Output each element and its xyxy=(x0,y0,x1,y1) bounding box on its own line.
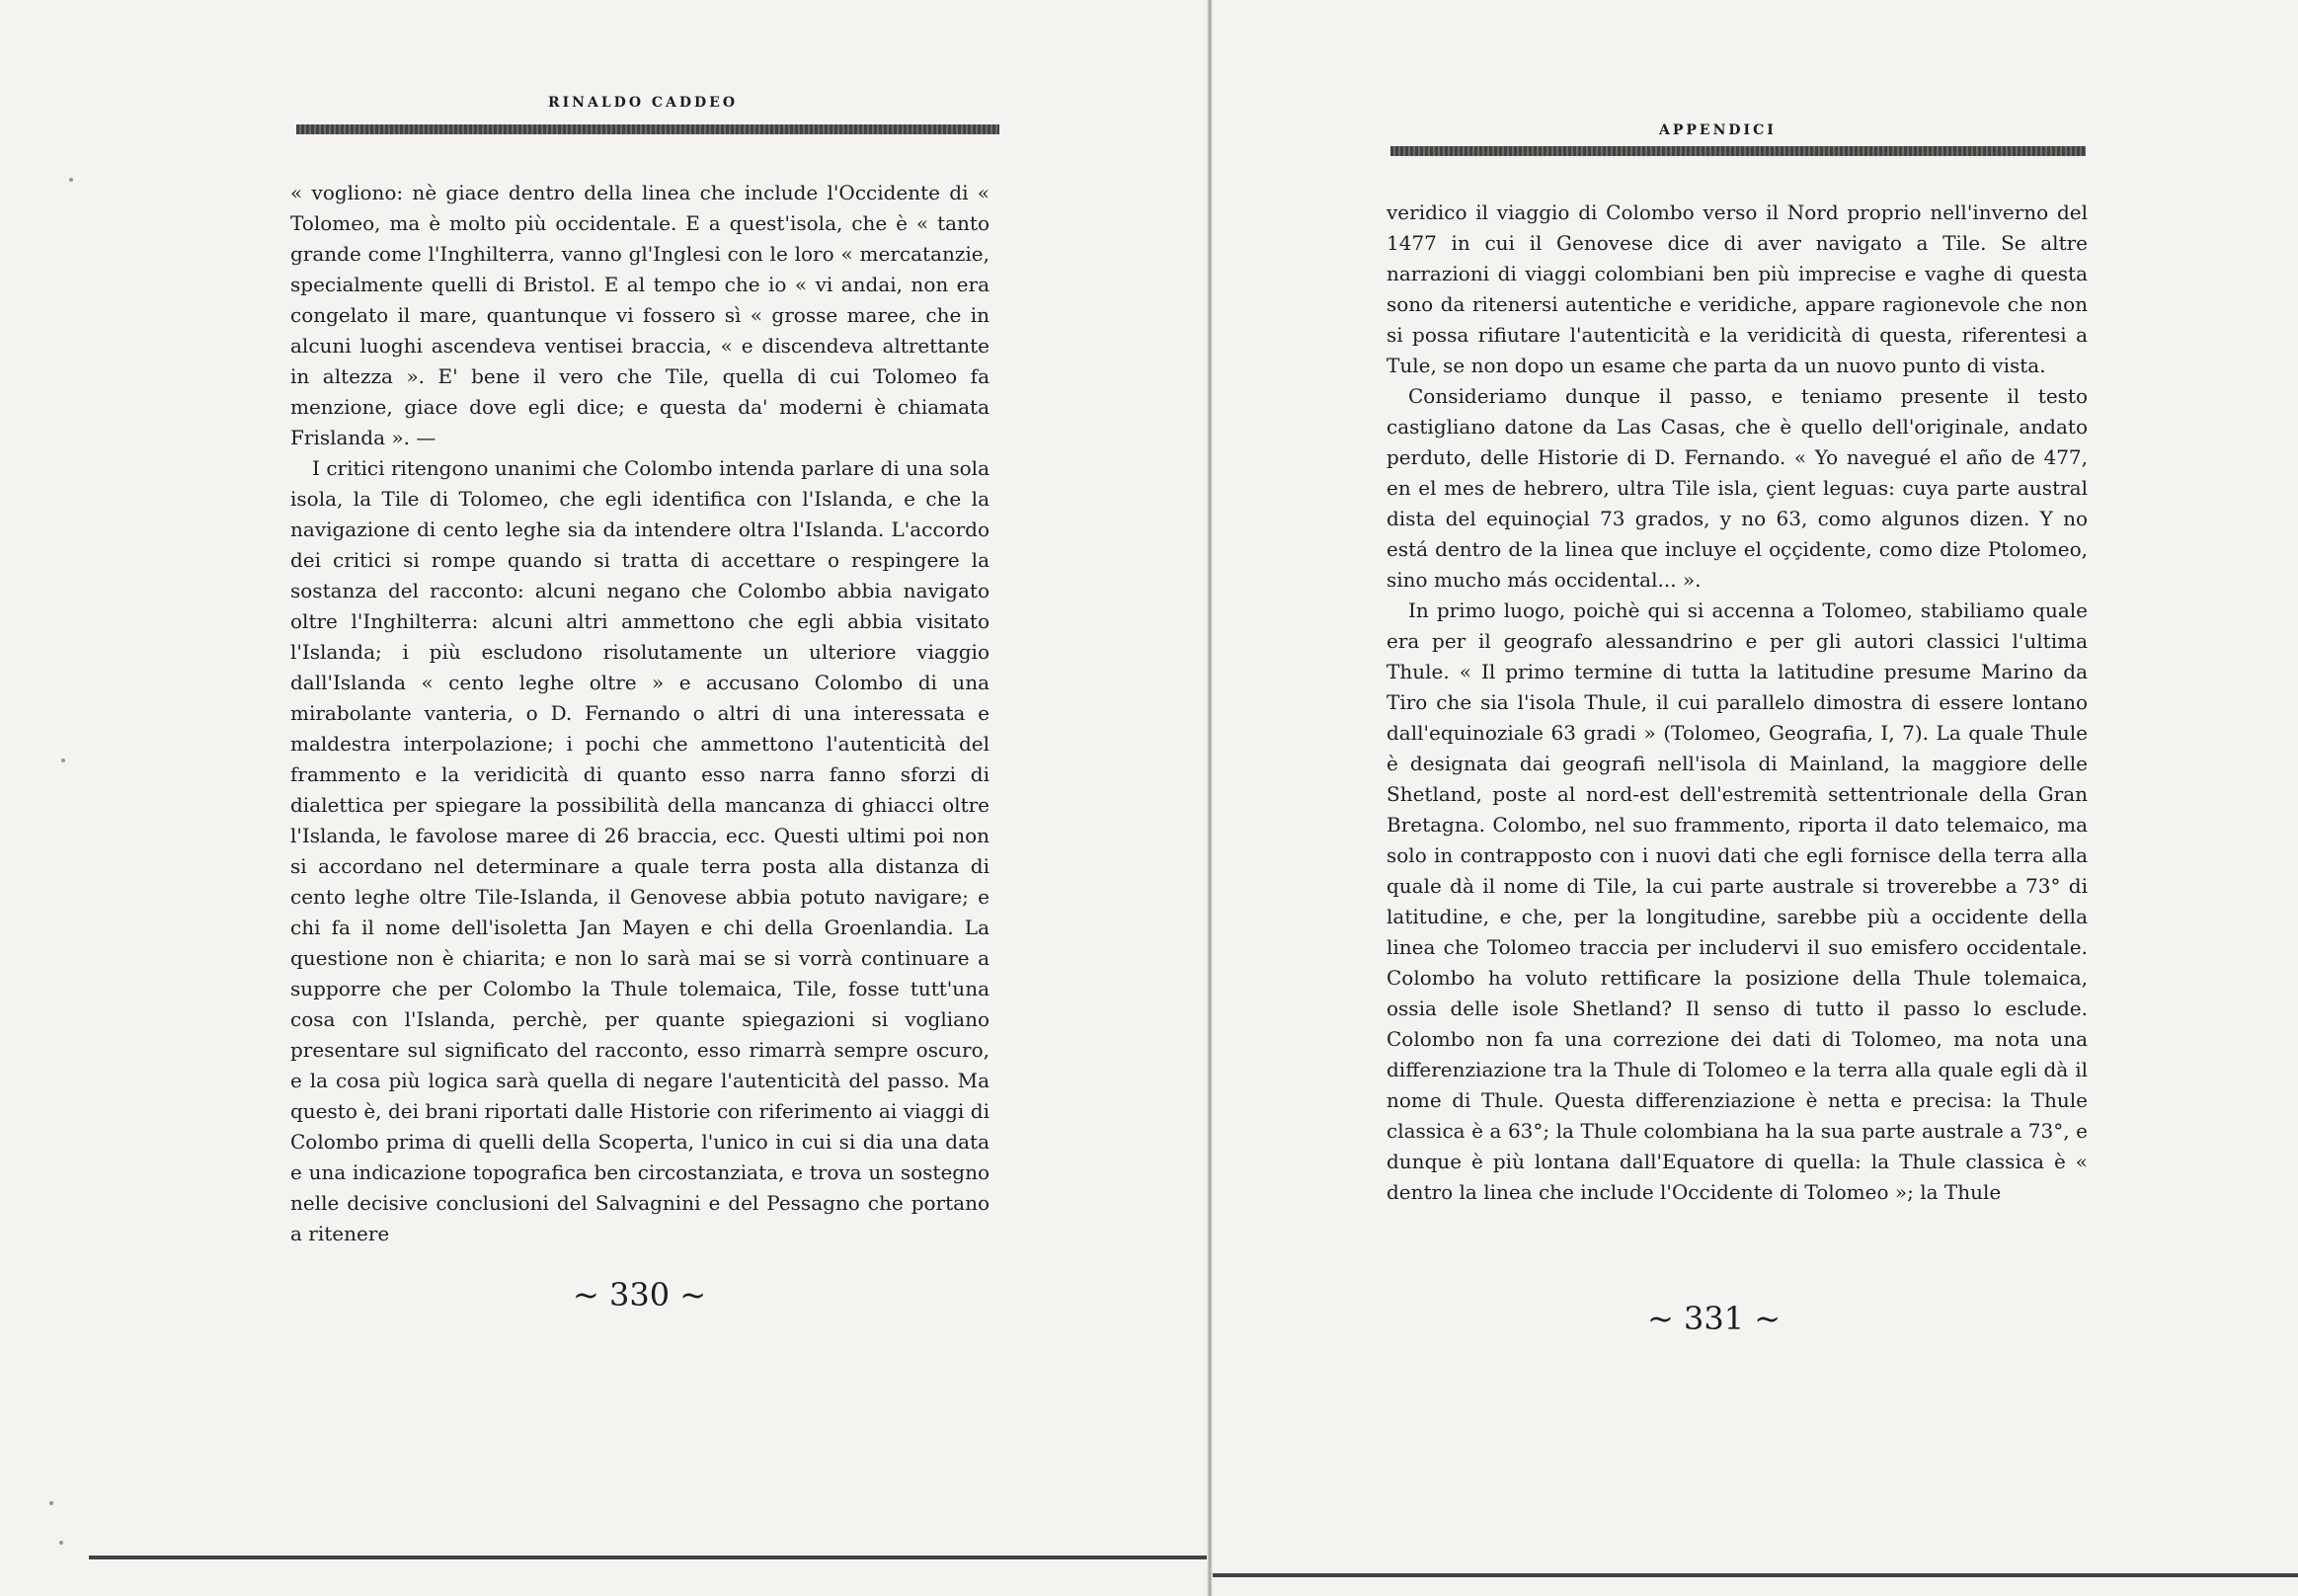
left-text-block xyxy=(290,178,990,1249)
scan-speck xyxy=(69,178,73,182)
right-running-head: APPENDICI xyxy=(1659,122,1777,138)
left-bottom-rule xyxy=(89,1556,1207,1559)
left-page-number: ~ 330 ~ xyxy=(573,1276,707,1314)
right-page-number: ~ 331 ~ xyxy=(1647,1300,1782,1337)
right-paragraph-1: veridico il viaggio di Colombo verso il Nord proprio nell'inverno del 1477 in cui il Genovese dice di aver navigato a Tile. Se altre narrazioni di viaggi colombiani ben più imprecise e vaghe di questa sono da ritenersi autentiche e veridiche, appare ragionevole che non si possa rifiutare l'autenticità e la veridicità di questa, riferentesi a Tule, se non dopo un esame che parta da un nuovo punto di vista. xyxy=(1387,200,2088,377)
scan-speck xyxy=(59,1541,63,1545)
right-bottom-rule xyxy=(1213,1573,2298,1577)
right-header-rule xyxy=(1390,146,2086,156)
left-paragraph-1: « vogliono: nè giace dentro della linea che include l'Occidente di « Tolomeo, ma è molto più occidentale. E a quest'isola, che è « tanto grande come l'Inghilterra, vanno gl'Inglesi con le loro « mercatanzie, specialmente quelli di Bristol. E al tempo che io « vi andai, non era congelato il mare, quantunque vi fossero sì « grosse maree, che in alcuni luoghi ascendeva ventisei braccia, « e discendeva altrettante in altezza ». E' bene il vero che Tile, quella di cui Tolomeo fa menzione, giace dove egli dice; e questa da' moderni è chiamata Frislanda ». — xyxy=(290,181,990,449)
left-header-rule xyxy=(296,124,999,134)
scan-speck xyxy=(49,1501,53,1505)
scan-speck xyxy=(61,758,65,762)
right-paragraph-3: In primo luogo, poichè qui si accenna a Tolomeo, stabiliamo quale era per il geografo alessandrino e per gli autori classici l'ultima Thule. « Il primo termine di tutta la latitudine presume Marino da Tiro che sia l'isola Thule, il cui parallelo dimostra di essere lontano dall'equinoziale 63 gradi » (Tolomeo, Geografia, I, 7). La quale Thule è designata dai geografi nell'isola di Mainland, la maggiore delle Shetland, poste al nord-est dell'estremità settentrionale della Gran Bretagna. Colombo, nel suo frammento, riporta il dato telemaico, ma solo in contrapposto con i nuovi dati che egli fornisce della terra alla quale dà il nome di Tile, la cui parte australe si troverebbe a 73° di latitudine, e che, per la longitudine, sarebbe più a occidente della linea che Tolomeo traccia per includervi il suo emisfero occidentale. Colombo ha voluto rettificare la posizione della Thule tolemaica, ossia delle isole Shetland? Il senso di tutto il passo lo esclude. Colombo non fa una correzione dei dati di Tolomeo, ma nota una differenziazione tra la Thule di Tolomeo e la terra alla quale egli dà il nome di Thule. Questa differenziazione è netta e precisa: la Thule classica è a 63°; la Thule colombiana ha la sua parte australe a 73°, e dunque è più lontana dall'Equatore di quella: la Thule classica è « dentro la linea che include l'Occidente di Tolomeo »; la Thule xyxy=(1387,598,2088,1204)
left-paragraph-2: I critici ritengono unanimi che Colombo intenda parlare di una sola isola, la Tile di Tolomeo, che egli identifica con l'Islanda, e che la navigazione di cento leghe sia da intendere oltra l'Islanda. L'accordo dei critici si rompe quando si tratta di accettare o respingere la sostanza del racconto: alcuni negano che Colombo abbia navigato oltre l'Inghilterra: alcuni altri ammettono che egli abbia visitato l'Islanda; i più escludono risolutamente un ulteriore viaggio dall'Islanda « cento leghe oltre » e accusano Colombo di una mirabolante vanteria, o D. Fernando o altri di una interessata e maldestra interpolazione; i pochi che ammettono l'autenticità del frammento e la veridicità di quanto esso narra fanno sforzi di dialettica per spiegare la possibilità della mancanza di ghiacci oltre l'Islanda, le favolose maree di 26 braccia, ecc. Questi ultimi poi non si accordano nel determinare a quale terra posta alla distanza di cento leghe oltre Tile-Islanda, il Genovese abbia potuto navigare; e chi fa il nome dell'isoletta Jan Mayen e chi della Groenlandia. La questione non è chiarita; e non lo sarà mai se si vorrà continuare a supporre che per Colombo la Thule tolemaica, Tile, fosse tutt'una cosa con l'Islanda, perchè, per quante spiegazioni si vogliano presentare sul significato del racconto, esso rimarrà sempre oscuro, e la cosa più logica sarà quella di negare l'autenticità del passo. Ma questo è, dei brani riportati dalle Historie con riferimento ai viaggi di Colombo prima di quelli della Scoperta, l'unico in cui si dia una data e una indicazione topografica ben circostanziata, e trova un sostegno nelle decisive conclusioni del Salvagnini e del Pessagno che portano a ritenere xyxy=(290,456,990,1245)
right-paragraph-2: Consideriamo dunque il passo, e teniamo presente il testo castigliano datone da Las Casas, che è quello dell'originale, andato perduto, delle Historie di D. Fernando. « Yo navegué el año de 477, en el mes de hebrero, ultra Tile isla, çient leguas: cuya parte austral dista del equinoçial 73 grados, y no 63, como algunos dizen. Y no está dentro de la linea que incluye el oççidente, como dize Ptolomeo, sino mucho más occidental... ». xyxy=(1387,384,2088,592)
left-running-head: RINALDO CADDEO xyxy=(548,95,739,111)
right-text-block xyxy=(1387,198,2088,1208)
right-page xyxy=(1213,0,2298,1596)
